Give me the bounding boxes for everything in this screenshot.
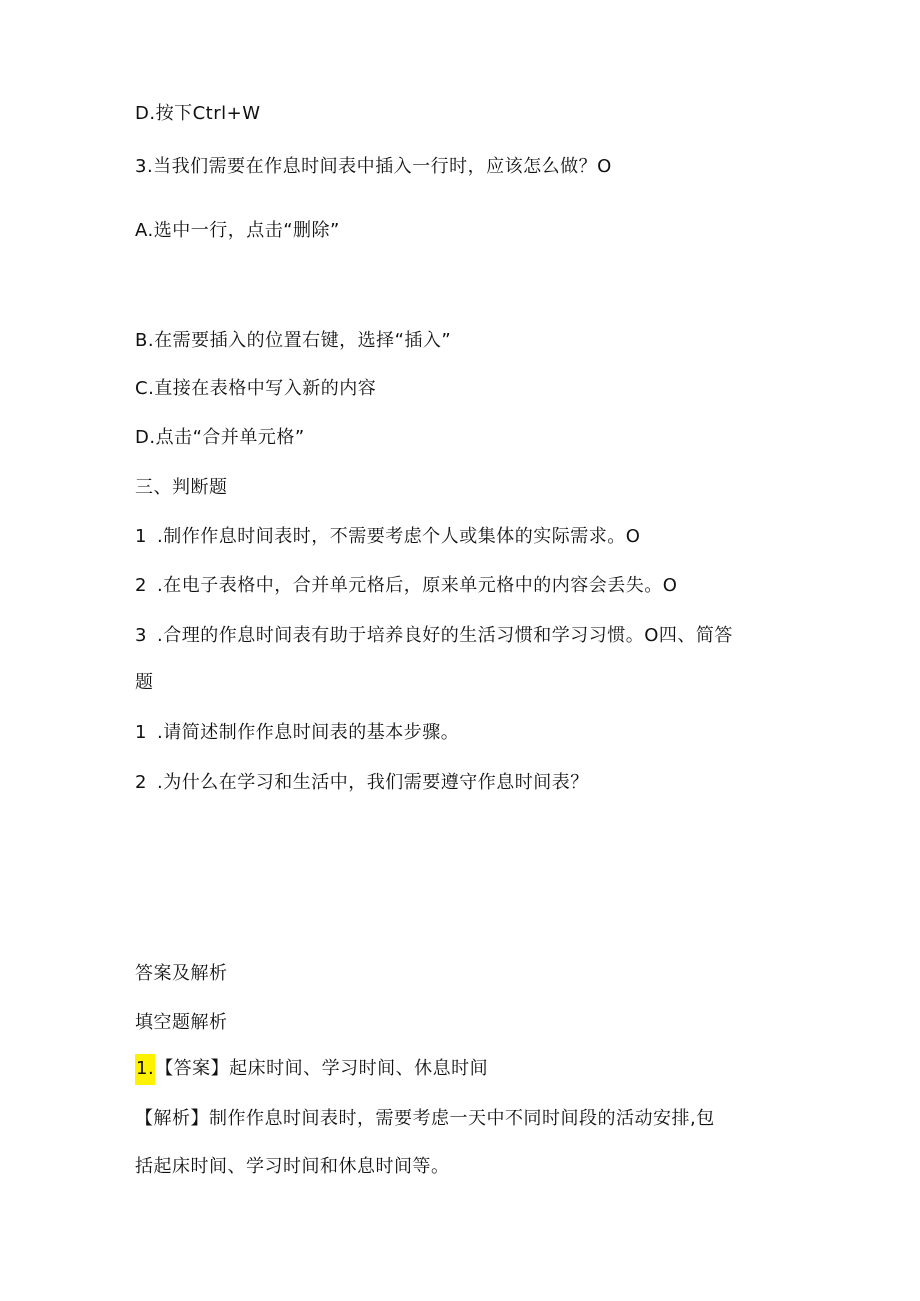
item-text: .制作作息时间表时，不需要考虑个人或集体的实际需求。O bbox=[157, 526, 641, 547]
q3-option-d: D.点击“合并单元格” bbox=[135, 427, 305, 448]
item-text: .为什么在学习和生活中，我们需要遵守作息时间表？ bbox=[157, 772, 589, 793]
short-answer-item bbox=[135, 771, 589, 795]
analysis-line-2: 括起床时间、学习时间和休息时间等。 bbox=[135, 1156, 450, 1177]
answer-number-highlight: 1. bbox=[135, 1054, 155, 1085]
item-text: .在电子表格中，合并单元格后，原来单元格中的内容会丢失。O bbox=[157, 575, 678, 596]
analysis-line-1: 【解析】制作作息时间表时，需要考虑一天中不同时间段的活动安排,包 bbox=[135, 1108, 715, 1129]
item-number: 2 bbox=[135, 575, 147, 596]
answer-item-1 bbox=[135, 1057, 488, 1081]
item-text: .合理的作息时间表有助于培养良好的生活习惯和学习习惯。O四、简答 bbox=[157, 625, 733, 646]
answers-heading: 答案及解析 bbox=[135, 963, 228, 984]
true-false-item bbox=[135, 624, 733, 648]
q3-option-c: C.直接在表格中写入新的内容 bbox=[135, 378, 377, 399]
q3-stem: 3.当我们需要在作息时间表中插入一行时，应该怎么做？O bbox=[135, 156, 612, 177]
true-false-item bbox=[135, 525, 640, 549]
answer-text: 【答案】起床时间、学习时间、休息时间 bbox=[155, 1058, 489, 1079]
section-heading-true-false: 三、判断题 bbox=[135, 477, 228, 498]
q2-option-d: D.按下Ctrl+W bbox=[135, 103, 261, 124]
item-number: 3 bbox=[135, 625, 147, 646]
q3-option-a: A.选中一行，点击“删除” bbox=[135, 220, 340, 241]
item-number: 1 bbox=[135, 526, 147, 547]
item-text: .请简述制作作息时间表的基本步骤。 bbox=[157, 722, 460, 743]
item-number: 2 bbox=[135, 772, 147, 793]
item-number: 1 bbox=[135, 722, 147, 743]
answers-subheading: 填空题解析 bbox=[135, 1012, 228, 1033]
short-answer-item bbox=[135, 721, 459, 745]
q3-option-b: B.在需要插入的位置右键，选择“插入” bbox=[135, 330, 452, 351]
true-false-item bbox=[135, 574, 677, 598]
section-heading-wrap: 题 bbox=[135, 672, 154, 693]
